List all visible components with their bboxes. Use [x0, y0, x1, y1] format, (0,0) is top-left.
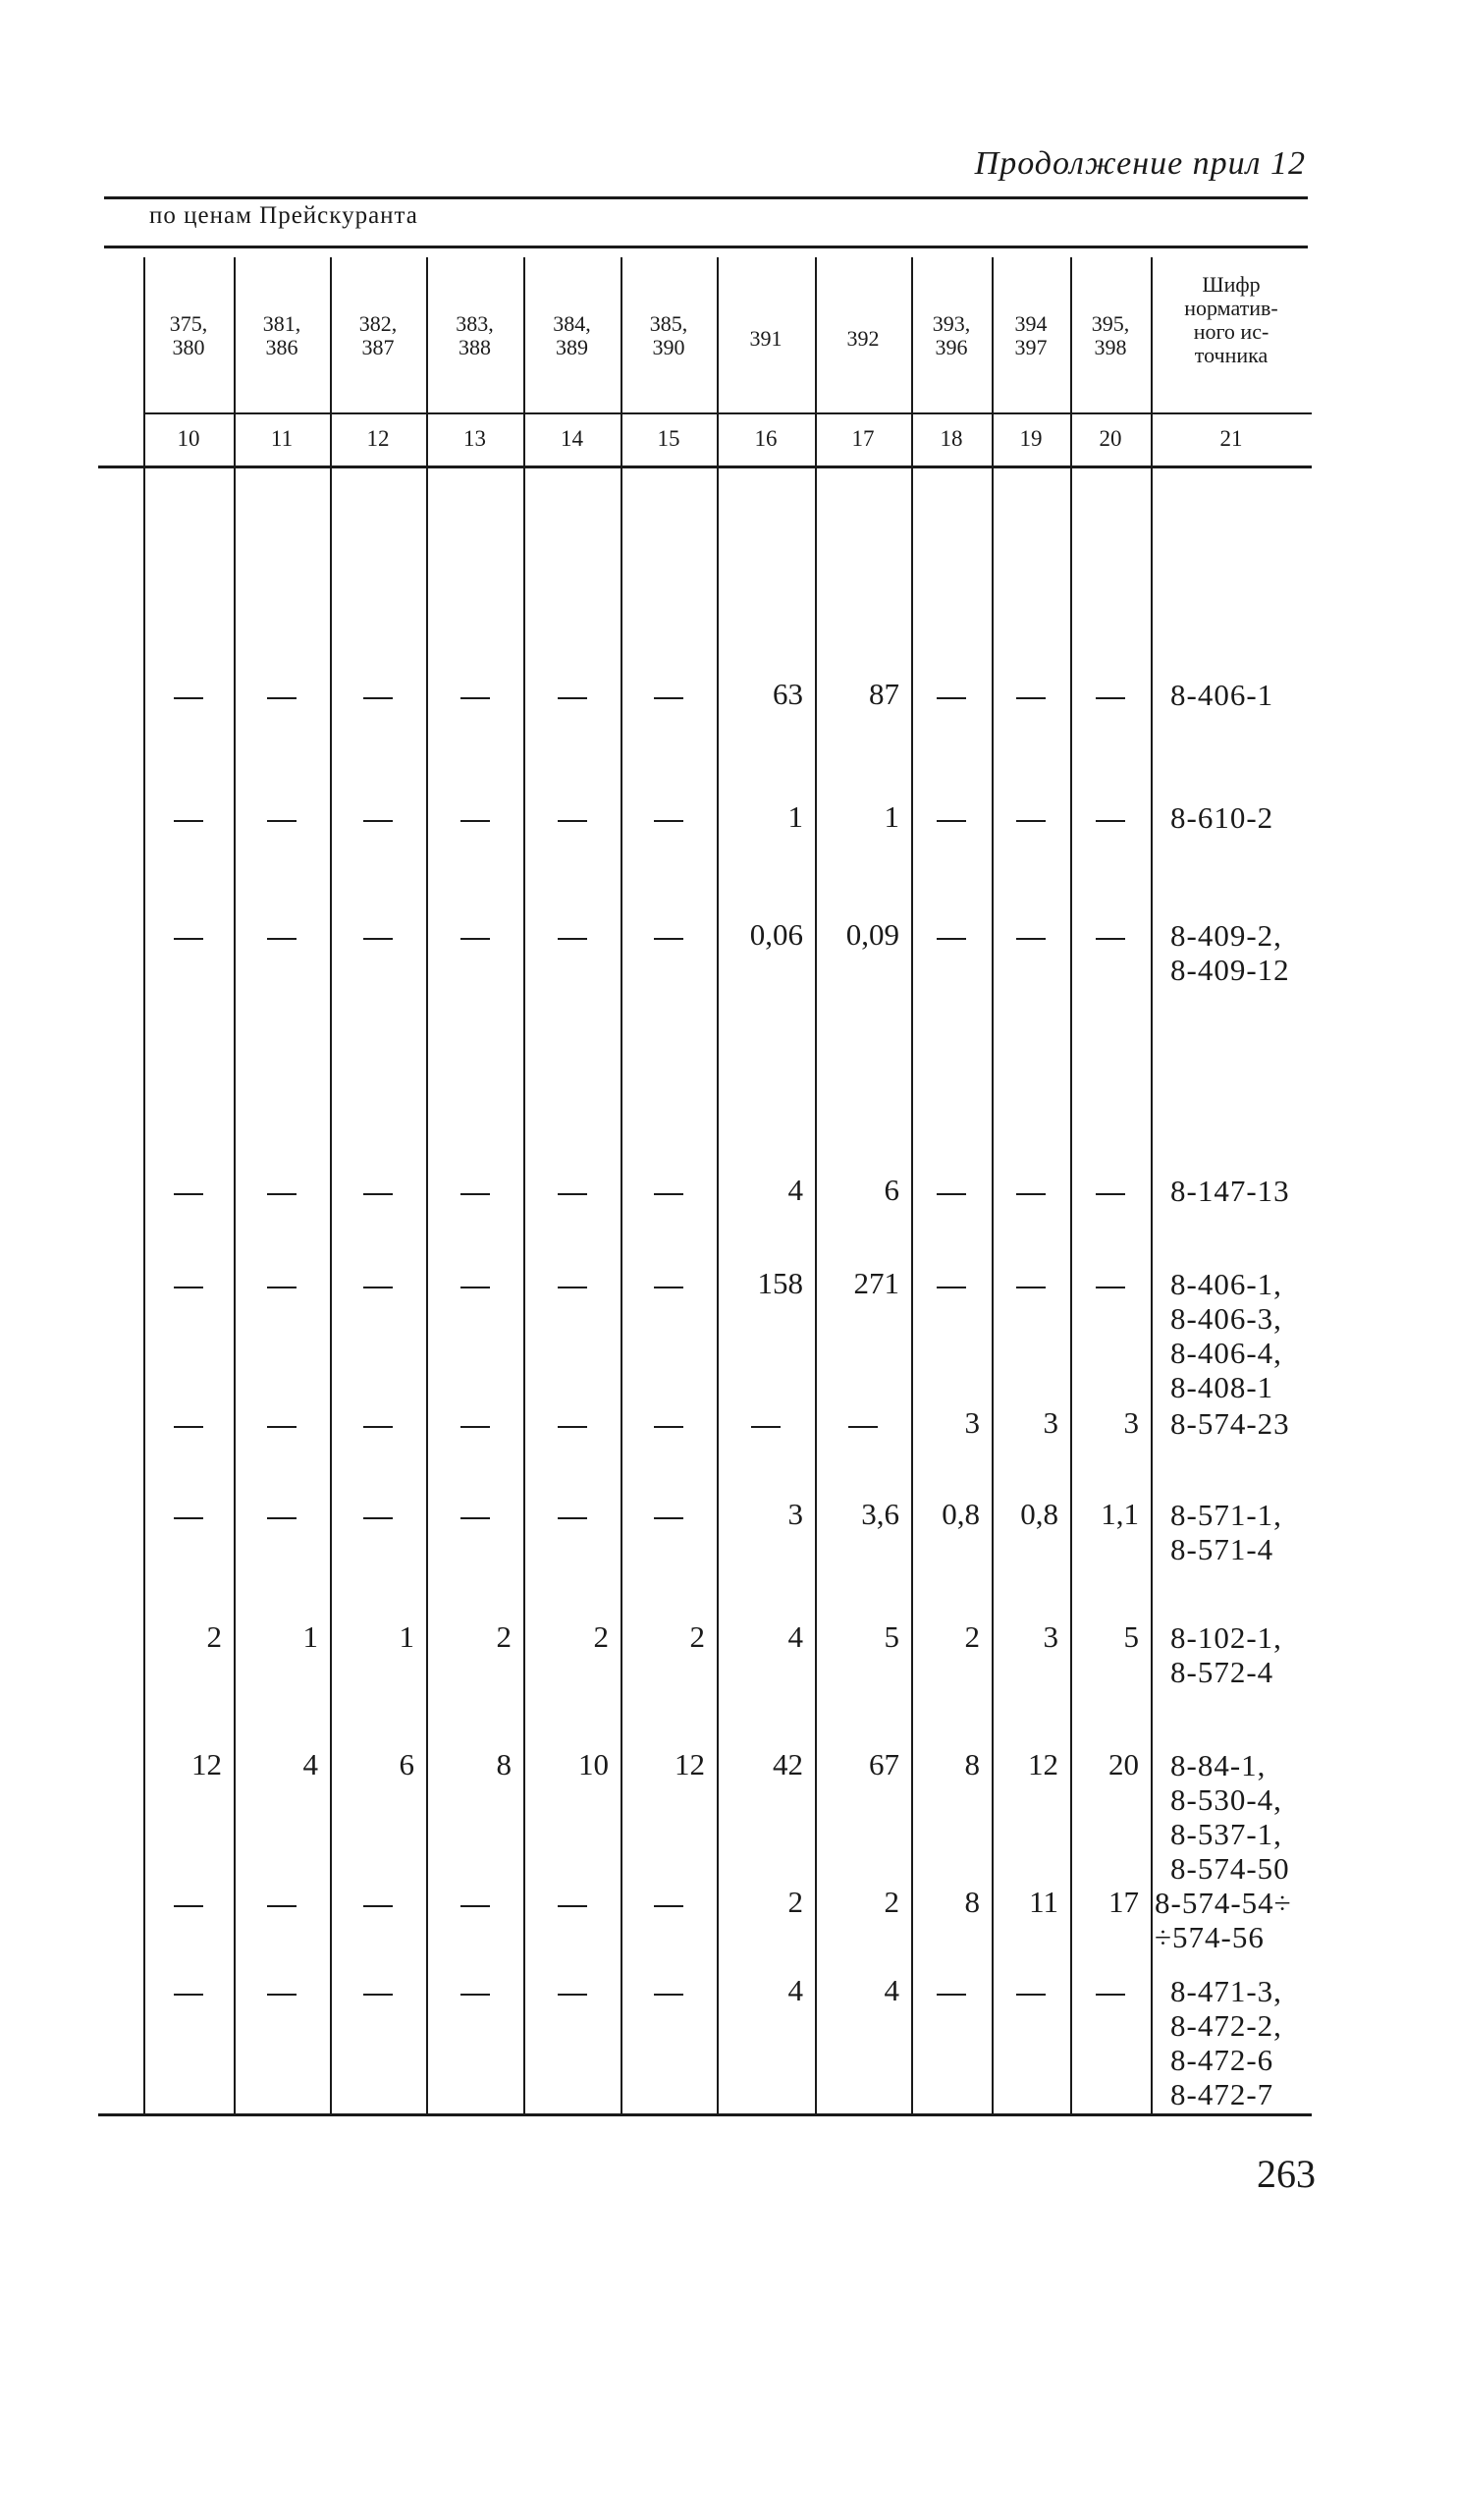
cell-value: 2 [787, 1885, 803, 1919]
cell-value: 87 [869, 677, 899, 711]
empty-dash [654, 1287, 683, 1288]
column-number: 16 [754, 426, 778, 451]
cell-value: 4 [884, 1973, 899, 2007]
empty-dash [363, 1905, 393, 1907]
cell-value: 8 [964, 1747, 980, 1781]
subtitle-rule [104, 246, 1308, 248]
empty-dash [460, 820, 490, 822]
empty-dash [848, 1426, 878, 1428]
source-code: 8-472-6 [1170, 2043, 1274, 2077]
empty-dash [174, 938, 203, 940]
column-number: 21 [1219, 426, 1243, 451]
column-header: 389 [556, 335, 588, 359]
cell-value: 0,06 [749, 917, 803, 952]
empty-dash [174, 820, 203, 822]
empty-dash [558, 1905, 587, 1907]
empty-dash [654, 1193, 683, 1195]
column-header: 398 [1094, 335, 1127, 359]
column-divider [330, 257, 332, 2113]
cell-value: 1 [884, 799, 899, 834]
column-divider [1070, 257, 1072, 2113]
cell-value: 0,09 [845, 917, 899, 952]
column-divider [621, 257, 622, 2113]
cell-value: 2 [593, 1619, 609, 1654]
column-divider [911, 257, 913, 2113]
cell-value: 0,8 [1020, 1497, 1058, 1531]
empty-dash [558, 820, 587, 822]
empty-dash [558, 1193, 587, 1195]
source-code: 8-102-1, [1170, 1620, 1282, 1655]
empty-dash [460, 697, 490, 699]
source-code: 8-537-1, [1170, 1817, 1282, 1851]
column-header: 385, [649, 311, 688, 336]
column-header: 387 [361, 335, 395, 359]
cell-value: 20 [1108, 1747, 1139, 1781]
cell-value: 10 [578, 1747, 609, 1781]
cell-value: 8 [496, 1747, 512, 1781]
column-number: 17 [851, 426, 875, 451]
empty-dash [460, 938, 490, 940]
column-divider [426, 257, 428, 2113]
column-number: 10 [177, 426, 200, 451]
cell-value: 158 [757, 1266, 803, 1300]
empty-dash [363, 1287, 393, 1288]
source-code: 8-471-3, [1170, 1974, 1282, 2008]
empty-dash [267, 1905, 297, 1907]
empty-dash [267, 697, 297, 699]
empty-dash [654, 1905, 683, 1907]
column-number: 11 [270, 426, 294, 451]
empty-dash [558, 1994, 587, 1996]
source-code: 8-406-4, [1170, 1336, 1282, 1370]
empty-dash [1016, 1287, 1046, 1288]
empty-dash [363, 1193, 393, 1195]
column-header: 391 [749, 326, 783, 351]
source-code: 8-406-3, [1170, 1301, 1282, 1336]
empty-dash [937, 938, 966, 940]
column-header: 384, [553, 311, 591, 336]
source-code: 8-406-1 [1170, 678, 1274, 712]
empty-dash [937, 1994, 966, 1996]
empty-dash [654, 1517, 683, 1519]
empty-dash [363, 1994, 393, 1996]
empty-dash [1016, 820, 1046, 822]
column-number: 12 [366, 426, 390, 451]
source-code: 8-574-54÷ [1155, 1886, 1292, 1920]
cell-value: 67 [869, 1747, 899, 1781]
cell-value: 3 [1043, 1405, 1058, 1440]
empty-dash [558, 1517, 587, 1519]
column-header: 381, [262, 311, 301, 336]
column-header: 380 [172, 335, 205, 359]
cell-value: 6 [399, 1747, 414, 1781]
empty-dash [1096, 1994, 1125, 1996]
empty-dash [1096, 697, 1125, 699]
cell-value: 12 [1028, 1747, 1058, 1781]
page-number: 263 [1257, 2152, 1316, 2196]
empty-dash [1016, 697, 1046, 699]
column-header: 397 [1014, 335, 1048, 359]
cell-value: 3 [964, 1405, 980, 1440]
column-header: норматив- [1184, 296, 1278, 320]
empty-dash [1016, 1994, 1046, 1996]
column-header: 375, [169, 311, 208, 336]
cell-value: 5 [1123, 1619, 1139, 1654]
empty-dash [460, 1287, 490, 1288]
empty-dash [267, 1193, 297, 1195]
source-code: 8-574-50 [1170, 1851, 1290, 1886]
column-header: 390 [652, 335, 685, 359]
cell-value: 4 [302, 1747, 318, 1781]
empty-dash [654, 697, 683, 699]
column-number: 20 [1099, 426, 1122, 451]
cell-value: 6 [884, 1173, 899, 1207]
source-code: 8-147-13 [1170, 1174, 1290, 1208]
cell-value: 0,8 [942, 1497, 980, 1531]
column-number: 13 [463, 426, 486, 451]
empty-dash [558, 938, 587, 940]
column-header: 396 [935, 335, 968, 359]
empty-dash [558, 1426, 587, 1428]
cell-value: 3 [1123, 1405, 1139, 1440]
source-code: 8-571-4 [1170, 1532, 1274, 1566]
column-divider [143, 257, 145, 2113]
source-code: 8-406-1, [1170, 1267, 1282, 1301]
empty-dash [363, 1426, 393, 1428]
empty-dash [654, 820, 683, 822]
empty-dash [174, 697, 203, 699]
empty-dash [363, 820, 393, 822]
empty-dash [460, 1994, 490, 1996]
empty-dash [363, 938, 393, 940]
column-header: ного ис- [1193, 319, 1269, 344]
cell-value: 3 [787, 1497, 803, 1531]
cell-value: 2 [206, 1619, 222, 1654]
source-code: 8-472-2, [1170, 2008, 1282, 2043]
cell-value: 4 [787, 1619, 803, 1654]
cell-value: 63 [773, 677, 803, 711]
cell-value: 12 [191, 1747, 222, 1781]
empty-dash [267, 1994, 297, 1996]
empty-dash [174, 1517, 203, 1519]
empty-dash [460, 1905, 490, 1907]
column-divider [234, 257, 236, 2113]
cell-value: 2 [496, 1619, 512, 1654]
empty-dash [267, 938, 297, 940]
cell-value: 11 [1029, 1885, 1058, 1919]
source-code: 8-610-2 [1170, 800, 1274, 835]
empty-dash [937, 820, 966, 822]
column-header: 392 [846, 326, 880, 351]
cell-value: 3,6 [861, 1497, 899, 1531]
source-code: 8-409-2, [1170, 918, 1282, 953]
cell-value: 4 [787, 1973, 803, 2007]
source-code: 8-574-23 [1170, 1406, 1290, 1441]
cell-value: 17 [1108, 1885, 1139, 1919]
title-rule [104, 196, 1308, 199]
empty-dash [174, 1287, 203, 1288]
empty-dash [937, 697, 966, 699]
bottom-rule [98, 2113, 1312, 2116]
column-header: 393, [932, 311, 971, 336]
empty-dash [1096, 820, 1125, 822]
empty-dash [558, 1287, 587, 1288]
empty-dash [558, 697, 587, 699]
header-rule [98, 466, 1312, 468]
empty-dash [174, 1426, 203, 1428]
empty-dash [174, 1994, 203, 1996]
column-header: 386 [265, 335, 298, 359]
column-header: 382, [358, 311, 398, 336]
empty-dash [751, 1426, 781, 1428]
header-rule [143, 412, 1312, 414]
empty-dash [174, 1193, 203, 1195]
cell-value: 3 [1043, 1619, 1058, 1654]
empty-dash [654, 938, 683, 940]
cell-value: 1 [399, 1619, 414, 1654]
source-code: 8-84-1, [1170, 1748, 1267, 1782]
empty-dash [363, 1517, 393, 1519]
column-number: 18 [940, 426, 963, 451]
cell-value: 4 [787, 1173, 803, 1207]
cell-value: 12 [675, 1747, 705, 1781]
column-header: точника [1194, 343, 1269, 367]
cell-value: 8 [964, 1885, 980, 1919]
source-code: 8-571-1, [1170, 1498, 1282, 1532]
empty-dash [654, 1426, 683, 1428]
column-header: 388 [459, 335, 491, 359]
column-divider [992, 257, 994, 2113]
empty-dash [174, 1905, 203, 1907]
source-code: 8-409-12 [1170, 953, 1290, 987]
cell-value: 2 [689, 1619, 705, 1654]
column-header: 383, [456, 311, 494, 336]
column-divider [1151, 257, 1153, 2113]
table-subtitle: по ценам Прейскуранта [149, 202, 418, 229]
page-title: Продолжение прил 12 [974, 145, 1306, 182]
column-header: 395, [1091, 311, 1130, 336]
empty-dash [1016, 1193, 1046, 1195]
empty-dash [1096, 1287, 1125, 1288]
empty-dash [937, 1287, 966, 1288]
empty-dash [937, 1193, 966, 1195]
cell-value: 271 [853, 1266, 899, 1300]
source-code: 8-472-7 [1170, 2077, 1274, 2111]
empty-dash [267, 1517, 297, 1519]
empty-dash [267, 820, 297, 822]
column-header: 394 [1014, 311, 1048, 336]
column-header: Шифр [1202, 272, 1261, 297]
empty-dash [460, 1193, 490, 1195]
column-number: 15 [657, 426, 680, 451]
empty-dash [1096, 1193, 1125, 1195]
source-code: 8-530-4, [1170, 1782, 1282, 1817]
empty-dash [267, 1287, 297, 1288]
cell-value: 42 [773, 1747, 803, 1781]
cell-value: 5 [884, 1619, 899, 1654]
empty-dash [1096, 938, 1125, 940]
column-number: 14 [561, 426, 583, 451]
empty-dash [460, 1426, 490, 1428]
empty-dash [654, 1994, 683, 1996]
cell-value: 1,1 [1101, 1497, 1139, 1531]
empty-dash [267, 1426, 297, 1428]
cell-value: 1 [787, 799, 803, 834]
column-number: 19 [1019, 426, 1043, 451]
cell-value: 2 [964, 1619, 980, 1654]
empty-dash [460, 1517, 490, 1519]
source-code: 8-408-1 [1170, 1370, 1274, 1404]
empty-dash [1016, 938, 1046, 940]
source-code: ÷574-56 [1155, 1920, 1265, 1954]
empty-dash [363, 697, 393, 699]
cell-value: 1 [302, 1619, 318, 1654]
column-divider [523, 257, 525, 2113]
cell-value: 2 [884, 1885, 899, 1919]
source-code: 8-572-4 [1170, 1655, 1274, 1689]
